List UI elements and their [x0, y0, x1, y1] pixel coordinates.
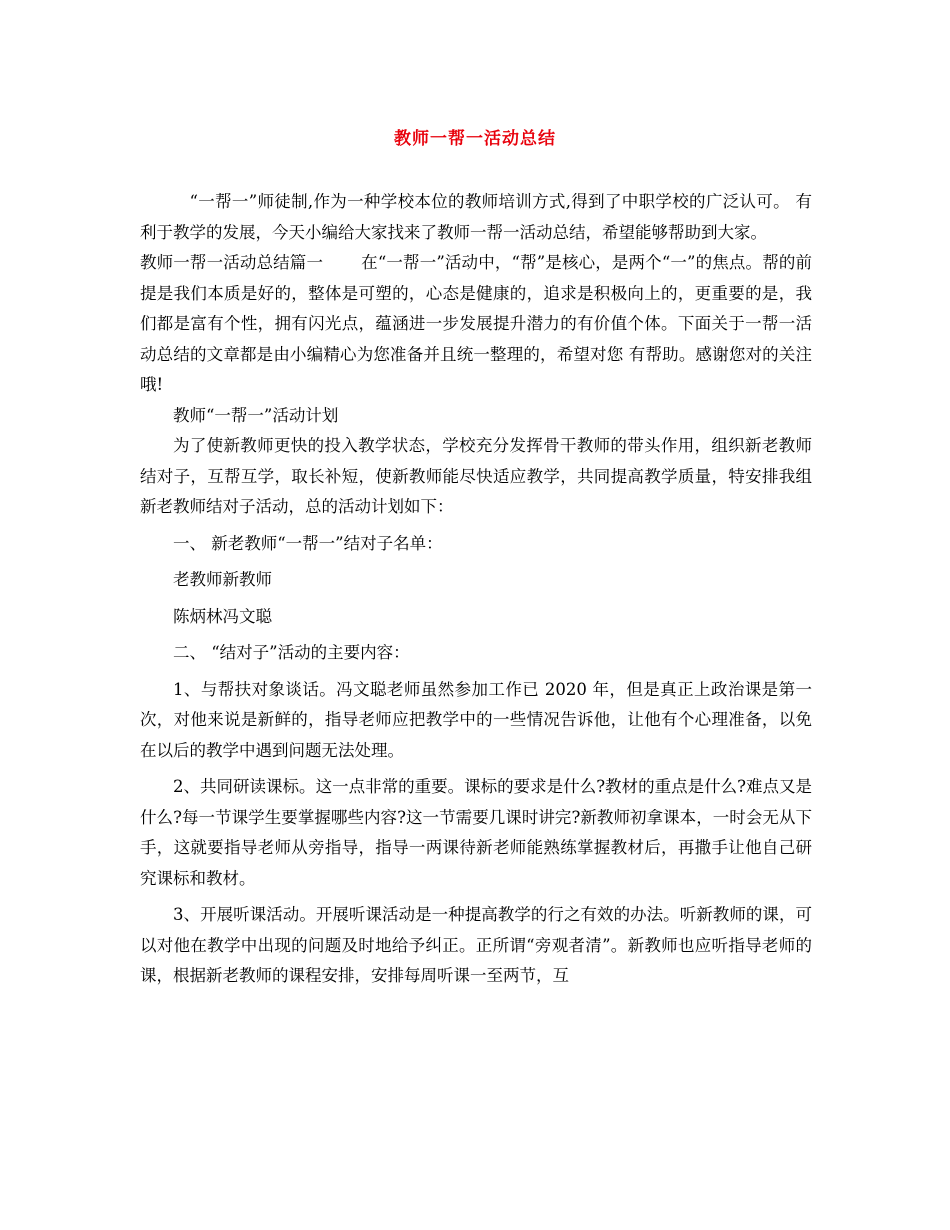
list-heading-1: 一、 新老教师“一帮一”结对子名单： [173, 533, 443, 553]
plan-intro-paragraph: 为了使新教师更快的投入教学状态，学校充分发挥骨干教师的带头作用，组织新老教师结对子，互帮互学，取长补短，使新教师能尽快适应教学，共同提高教学质量，特安排我组新老教师结对子活动，总的活动计划如下： [140, 436, 812, 516]
list-heading-2: 二、 “结对子”活动的主要内容： [173, 643, 410, 662]
document-body [140, 187, 812, 992]
pair-header: 老教师新教师 [173, 570, 272, 589]
plan-title: 教师“一帮一”活动计划 [173, 405, 339, 425]
intro-paragraph: “一帮一”师徒制,作为一种学校本位的教师培训方式,得到了中职学校的广泛认可。 有利于教学的发展，今天小编给大家找来了教师一帮一活动总结，希望能够帮助到大家。 [140, 192, 812, 242]
pair-names: 陈炳林冯文聪 [173, 606, 272, 626]
item-3-paragraph: 3、开展听课活动。开展听课活动是一种提高教学的行之有效的办法。听新教师的课，可以对他在教学中出现的问题及时地给予纠正。正所谓“旁观者清”。新教师也应听指导老师的课，根据新老教师的课程安排，安排每周听课一至两节，互 [140, 905, 812, 985]
item-2-paragraph: 2、共同研读课标。这一点非常的重要。课标的要求是什么?教材的重点是什么?难点又是什么?每一节课学生要掌握哪些内容?这一节需要几课时讲完?新教师初拿课本，一时会无从下手，这就要指导老师从旁指导，指导一两课待新老师能熟练掌握教材后，再撒手让他自己研究课标和教材。 [140, 777, 812, 888]
section1-text: 在“一帮一”活动中，“帮”是核心，是两个“一”的焦点。帮的前提是我们本质是好的，整体是可塑的，心态是健康的，追求是积极向上的，更重要的是，我们都是富有个性，拥有闪光点，蕴涵进一步发展提升潜力的有价值个体。下面关于一帮一活动总结的文章都是由小编精心为您准备并且统一整理的，希望对您 有帮助。感谢您对的关注哦! [140, 253, 812, 394]
item-1-paragraph: 1、与帮扶对象谈话。冯文聪老师虽然参加工作已 2020 年，但是真正上政治课是第一次，对他来说是新鲜的，指导老师应把教学中的一些情况告诉他，让他有个心理准备，以免在以后的教学中遇到问题无法处理。 [140, 679, 812, 760]
section1-heading: 教师一帮一活动总结篇一 [140, 253, 324, 272]
section1-paragraph [140, 248, 812, 401]
document-title: 教师一帮一活动总结 [394, 129, 556, 149]
